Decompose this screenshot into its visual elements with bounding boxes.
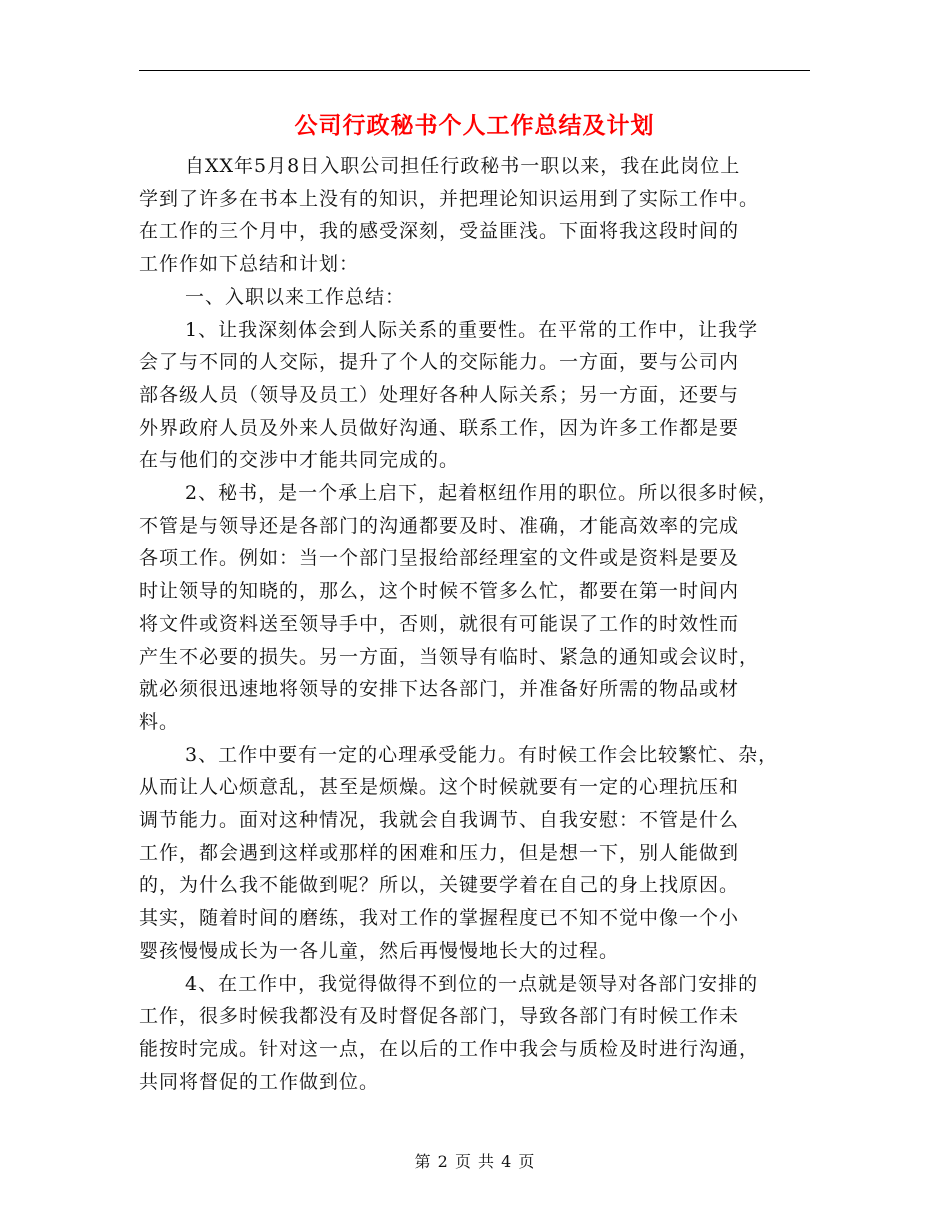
body-line: 将文件或资料送至领导手中，否则，就很有可能误了工作的时效性而 bbox=[139, 612, 740, 635]
body-line: 的，为什么我不能做到呢？所以，关键要学着在自己的身上找原因。 bbox=[139, 874, 740, 897]
body-line: 共同将督促的工作做到位。 bbox=[139, 1070, 380, 1093]
body-line: 各项工作。例如：当一个部门呈报给部经理室的文件或是资料是要及 bbox=[139, 547, 740, 570]
body-line: 会了与不同的人交际，提升了个人的交际能力。一方面，要与公司内 bbox=[139, 351, 740, 374]
body-line: 调节能力。面对这种情况，我就会自我调节、自我安慰：不管是什么 bbox=[139, 809, 740, 832]
body-line: 在工作的三个月中，我的感受深刻，受益匪浅。下面将我这段时间的 bbox=[139, 220, 740, 243]
body-line: 自XX年5月8日入职公司担任行政秘书一职以来，我在此岗位上 bbox=[185, 155, 741, 177]
body-line: 4、在工作中，我觉得做得不到位的一点就是领导对各部门安排的 bbox=[185, 972, 759, 995]
body-line: 从而让人心烦意乱，甚至是烦燥。这个时候就要有一定的心理抗压和 bbox=[139, 776, 740, 799]
body-line: 料。 bbox=[139, 710, 180, 733]
page-footer: 第 2 页 共 4 页 bbox=[414, 1152, 536, 1171]
body-line: 1、让我深刻体会到人际关系的重要性。在平常的工作中，让我学 bbox=[185, 318, 759, 341]
body-line: 在与他们的交涉中才能共同完成的。 bbox=[139, 449, 460, 472]
body-line: 产生不必要的损失。另一方面，当领导有临时、紧急的通知或会议时， bbox=[139, 645, 760, 668]
body-line: 其实，随着时间的磨练，我对工作的掌握程度已不知不觉中像一个小 bbox=[139, 907, 740, 930]
document-title: 公司行政秘书个人工作总结及计划 bbox=[294, 112, 655, 139]
body-line: 能按时完成。针对这一点，在以后的工作中我会与质检及时进行沟通， bbox=[139, 1037, 760, 1060]
body-line: 学到了许多在书本上没有的知识，并把理论知识运用到了实际工作中。 bbox=[139, 187, 760, 210]
body-line: 部各级人员（领导及员工）处理好各种人际关系；另一方面，还要与 bbox=[139, 383, 740, 406]
body-line: 婴孩慢慢成长为一各儿童，然后再慢慢地长大的过程。 bbox=[139, 939, 620, 962]
body-line: 2、秘书，是一个承上启下，起着枢纽作用的职位。所以很多时候， bbox=[185, 482, 779, 505]
body-line: 时让领导的知晓的，那么，这个时候不管多么忙，都要在第一时间内 bbox=[139, 580, 740, 603]
body-line: 3、工作中要有一定的心理承受能力。有时候工作会比较繁忙、杂， bbox=[185, 743, 779, 766]
body-line: 不管是与领导还是各部门的沟通都要及时、准确，才能高效率的完成 bbox=[139, 514, 740, 537]
document-body bbox=[139, 150, 819, 1098]
body-line: 工作作如下总结和计划： bbox=[139, 253, 360, 276]
body-line: 工作，都会遇到这样或那样的困难和压力，但是想一下，别人能做到 bbox=[139, 841, 740, 864]
header-rule bbox=[139, 70, 810, 71]
body-line: 就必须很迅速地将领导的安排下达各部门，并准备好所需的物品或材 bbox=[139, 678, 740, 701]
section-heading: 一、入职以来工作总结： bbox=[185, 285, 406, 308]
body-line: 工作，很多时候我都没有及时督促各部门，导致各部门有时候工作未 bbox=[139, 1005, 740, 1028]
body-line: 外界政府人员及外来人员做好沟通、联系工作，因为许多工作都是要 bbox=[139, 416, 740, 439]
